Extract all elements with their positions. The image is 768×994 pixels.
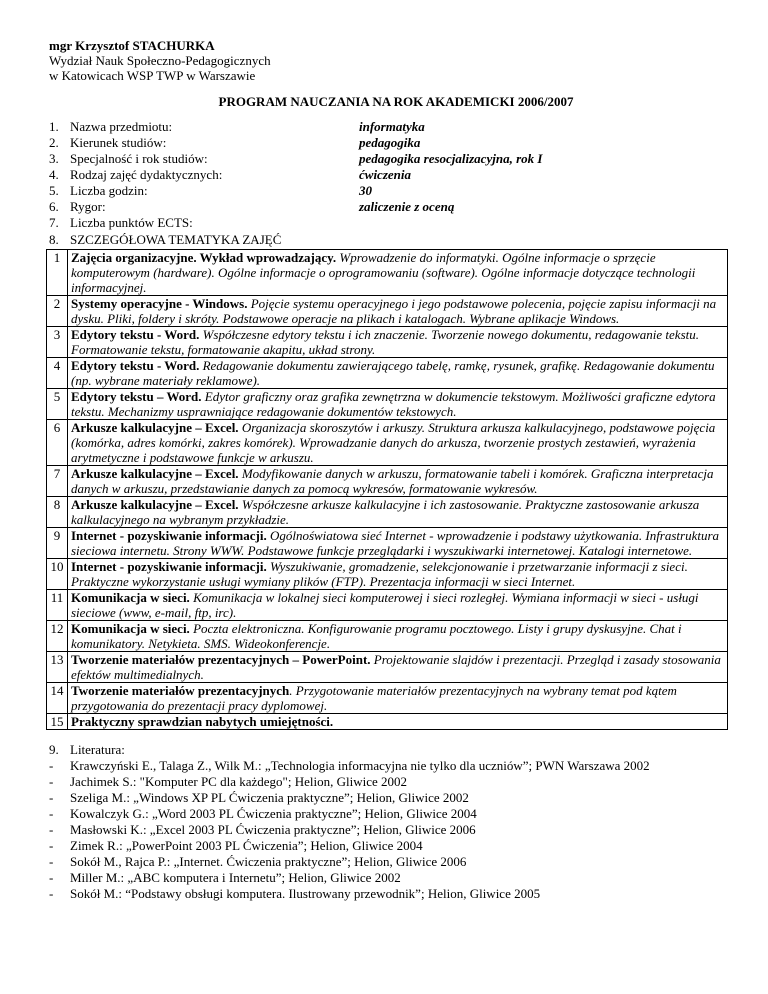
topic-description: Organizacja skoroszytów i arkuszy. Struktura arkusza kalkulacyjnego, podstawowe pojęcia (komórka, adres komórki, zakres komórek). Wprowadzanie danych do arkusza, tworzenie prostych zestawień, wyrażenia arytmetyczne i podstawowe funkcje w arkuszu.	[71, 420, 716, 465]
literature-item	[49, 774, 729, 790]
topic-row	[47, 296, 728, 327]
topic-title: Komunikacja w sieci.	[71, 590, 190, 605]
topic-content	[68, 358, 728, 389]
document-title: PROGRAM NAUCZANIA NA ROK AKADEMICKI 2006/2007	[218, 94, 574, 109]
literature-item	[49, 822, 729, 838]
info-label: Rygor:	[70, 199, 106, 214]
topic-description: . Przygotowanie materiałów prezentacyjnych na wybrany temat pod kątem przygotowania do prezentacji pracy dyplomowej.	[71, 683, 677, 713]
topic-content	[68, 296, 728, 327]
literature-item	[49, 886, 729, 902]
topic-number: 6	[47, 420, 68, 466]
literature-text: Miller M.: „ABC komputera i Internetu”; Helion, Gliwice 2002	[70, 870, 401, 885]
topic-title: Komunikacja w sieci.	[71, 621, 190, 636]
list-dash: -	[49, 774, 54, 789]
topic-title: Tworzenie materiałów prezentacyjnych – PowerPoint.	[71, 652, 371, 667]
topic-row	[47, 683, 728, 714]
department-line-1: Wydział Nauk Społeczno-Pedagogicznych	[49, 53, 271, 68]
info-value: ćwiczenia	[359, 167, 411, 182]
topic-description: Ogólnoświatowa sieć Internet - wprowadzenie i podstawy użytkowania. Infrastruktura sieciowa internetu. Strony WWW. Podstawowe funkcje przeglądarki i wyszukiwarki internetowej. Katalogi internetowe.	[71, 528, 720, 558]
info-item	[49, 167, 729, 183]
topic-content	[68, 466, 728, 497]
list-dash: -	[49, 870, 54, 885]
topic-title: Edytory tekstu - Word.	[71, 358, 200, 373]
topic-content	[68, 652, 728, 683]
topic-row	[47, 590, 728, 621]
topic-content	[68, 559, 728, 590]
list-dash: -	[49, 758, 54, 773]
topic-number: 14	[47, 683, 68, 714]
info-number: 2.	[49, 135, 59, 150]
topic-number: 15	[47, 714, 68, 730]
section-number: 8.	[49, 232, 59, 247]
literature-item	[49, 854, 729, 870]
topic-title: Arkusze kalkulacyjne – Excel.	[71, 466, 239, 481]
literature-label: Literatura:	[70, 742, 125, 757]
info-number: 5.	[49, 183, 59, 198]
topic-number: 3	[47, 327, 68, 358]
literature-text: Kowalczyk G.: „Word 2003 PL Ćwiczenia praktyczne”; Helion, Gliwice 2004	[70, 806, 477, 821]
topic-row	[47, 250, 728, 296]
topic-row	[47, 389, 728, 420]
topic-row	[47, 466, 728, 497]
topic-content	[68, 389, 728, 420]
info-item	[49, 183, 729, 199]
topic-row	[47, 497, 728, 528]
section-heading	[49, 231, 729, 248]
literature-text: Jachimek S.: "Komputer PC dla każdego"; Helion, Gliwice 2002	[70, 774, 407, 789]
literature-item	[49, 838, 729, 854]
info-number: 6.	[49, 199, 59, 214]
list-dash: -	[49, 822, 54, 837]
literature-text: Sokół M., Rajca P.: „Internet. Ćwiczenia praktyczne”; Helion, Gliwice 2006	[70, 854, 467, 869]
info-value: 30	[359, 183, 372, 198]
topic-content	[68, 497, 728, 528]
info-label: Kierunek studiów:	[70, 135, 167, 150]
topic-description: Modyfikowanie danych w arkuszu, formatowanie tabeli i komórek. Graficzna interpretacja danych w arkuszu, przedstawianie danych za pomocą wykresów, formatowanie wykresów.	[71, 466, 714, 496]
topic-description: Projektowanie slajdów i prezentacji. Przegląd i zasady stosowania efektów multimedialnych.	[71, 652, 721, 682]
list-dash: -	[49, 854, 54, 869]
info-label: Specjalność i rok studiów:	[70, 151, 208, 166]
topic-title: Arkusze kalkulacyjne – Excel.	[71, 497, 239, 512]
list-dash: -	[49, 790, 54, 805]
topic-description: Wprowadzenie do informatyki. Ogólne informacje o sprzęcie komputerowym (hardware). Ogólne informacje o oprogramowaniu (software). Ogólne informacje dotyczące technologii informacyjnej.	[71, 250, 696, 295]
literature-item	[49, 870, 729, 886]
literature-text: Masłowski K.: „Excel 2003 PL Ćwiczenia praktyczne”; Helion, Gliwice 2006	[70, 822, 476, 837]
document-page	[49, 38, 729, 902]
topic-number: 12	[47, 621, 68, 652]
info-value: pedagogika resocjalizacyjna, rok I	[359, 151, 543, 166]
topic-content	[68, 528, 728, 559]
topic-title: Arkusze kalkulacyjne – Excel.	[71, 420, 239, 435]
topic-number: 11	[47, 590, 68, 621]
topic-row	[47, 420, 728, 466]
topic-content	[68, 590, 728, 621]
topic-content	[68, 714, 728, 730]
info-item	[49, 215, 729, 231]
section-label: SZCZEGÓŁOWA TEMATYKA ZAJĘĆ	[70, 232, 282, 247]
topic-content	[68, 327, 728, 358]
literature-text: Krawczyński E., Talaga Z., Wilk M.: „Technologia informacyjna nie tylko dla uczniów”; PWN Warszawa 2002	[70, 758, 650, 773]
topic-number: 2	[47, 296, 68, 327]
topic-title: Systemy operacyjne - Windows.	[71, 296, 248, 311]
info-value: pedagogika	[359, 135, 421, 150]
topic-title: Zajęcia organizacyjne. Wykład wprowadzający.	[71, 250, 337, 265]
topic-number: 8	[47, 497, 68, 528]
info-value: zaliczenie z oceną	[359, 199, 455, 214]
topic-description: Poczta elektroniczna. Konfigurowanie programu pocztowego. Listy i grupy dyskusyjne. Chat i komunikatory. Netykieta. SMS. Wideokonferencje.	[71, 621, 682, 651]
literature-list	[49, 758, 729, 902]
literature-item	[49, 758, 729, 774]
topic-description: Wyszukiwanie, gromadzenie, selekcjonowanie i przetwarzanie informacji z sieci. Praktyczne wykorzystanie usługi wymiany plików (FTP). Prezentacja informacji w sieci Internet.	[71, 559, 688, 589]
topic-row	[47, 621, 728, 652]
topic-row	[47, 327, 728, 358]
topic-number: 1	[47, 250, 68, 296]
literature-text: Szeliga M.: „Windows XP PL Ćwiczenia praktyczne”; Helion, Gliwice 2002	[70, 790, 469, 805]
literature-item	[49, 790, 729, 806]
topic-row	[47, 559, 728, 590]
topic-description: Redagowanie dokumentu zawierającego tabelę, ramkę, rysunek, grafikę. Redagowanie dokumentu (np. wybrane materiały reklamowe).	[71, 358, 715, 388]
topic-title: Tworzenie materiałów prezentacyjnych	[71, 683, 290, 698]
info-label: Nazwa przedmiotu:	[70, 119, 173, 134]
list-dash: -	[49, 806, 54, 821]
topic-description: Edytor graficzny oraz grafika zewnętrzna w dokumencie tekstowym. Możliwości graficzne edytora tekstu. Mechanizmy usprawniające redagowanie dokumentów tekstowych.	[71, 389, 716, 419]
info-number: 4.	[49, 167, 59, 182]
topic-row	[47, 652, 728, 683]
info-number: 7.	[49, 215, 59, 230]
topic-number: 13	[47, 652, 68, 683]
topic-number: 10	[47, 559, 68, 590]
topics-table	[46, 249, 728, 730]
document-header	[49, 38, 729, 83]
topic-description: Współczesne edytory tekstu i ich znaczenie. Tworzenie nowego dokumentu, redagowanie tekstu. Formatowanie tekstu, formatowanie akapitu, układ strony.	[71, 327, 700, 357]
literature-text: Sokół M.: “Podstawy obsługi komputera. Ilustrowany przewodnik”; Helion, Gliwice 2005	[70, 886, 541, 901]
topic-number: 9	[47, 528, 68, 559]
literature-heading	[49, 742, 729, 758]
literature-item	[49, 806, 729, 822]
info-label: Liczba godzin:	[70, 183, 148, 198]
topic-number: 4	[47, 358, 68, 389]
literature-text: Zimek R.: „PowerPoint 2003 PL Ćwiczenia”; Helion, Gliwice 2004	[70, 838, 423, 853]
literature-number: 9.	[49, 742, 59, 757]
info-label: Rodzaj zajęć dydaktycznych:	[70, 167, 223, 182]
topic-row	[47, 358, 728, 389]
topic-description: Współczesne arkusze kalkulacyjne i ich zastosowanie. Praktyczne zastosowanie arkusza kalkulacyjnego na wybranym przykładzie.	[71, 497, 700, 527]
info-label: Liczba punktów ECTS:	[70, 215, 193, 230]
department-line-2: w Katowicach WSP TWP w Warszawie	[49, 68, 256, 83]
list-dash: -	[49, 886, 54, 901]
info-number: 1.	[49, 119, 59, 134]
topic-number: 7	[47, 466, 68, 497]
topic-row	[47, 528, 728, 559]
topic-description: Pojęcie systemu operacyjnego i jego podstawowe polecenia, pojęcie zapisu informacji na dysku. Pliki, foldery i skróty. Podstawowe operacje na plikach i katalogach. Wybrane aplikacje Windows.	[71, 296, 717, 326]
topic-title: Internet - pozyskiwanie informacji.	[71, 559, 267, 574]
topic-number: 5	[47, 389, 68, 420]
topic-content	[68, 420, 728, 466]
topic-content	[68, 621, 728, 652]
info-number: 3.	[49, 151, 59, 166]
topic-title: Edytory tekstu – Word.	[71, 389, 202, 404]
topic-title: Edytory tekstu - Word.	[71, 327, 200, 342]
info-item	[49, 119, 729, 135]
topic-row	[47, 714, 728, 730]
topic-content	[68, 683, 728, 714]
list-dash: -	[49, 838, 54, 853]
topic-title: Internet - pozyskiwanie informacji.	[71, 528, 267, 543]
topic-description: Komunikacja w lokalnej sieci komputerowej i sieci rozległej. Wymiana informacji w sieci - usługi sieciowe (www, e-mail, ftp, irc).	[71, 590, 699, 620]
info-item	[49, 151, 729, 167]
info-value: informatyka	[359, 119, 425, 134]
info-item	[49, 199, 729, 215]
author-name: mgr Krzysztof STACHURKA	[49, 38, 215, 53]
topic-content	[68, 250, 728, 296]
topic-title: Praktyczny sprawdzian nabytych umiejętności.	[71, 714, 334, 729]
info-item	[49, 135, 729, 151]
course-info-list	[49, 119, 729, 231]
